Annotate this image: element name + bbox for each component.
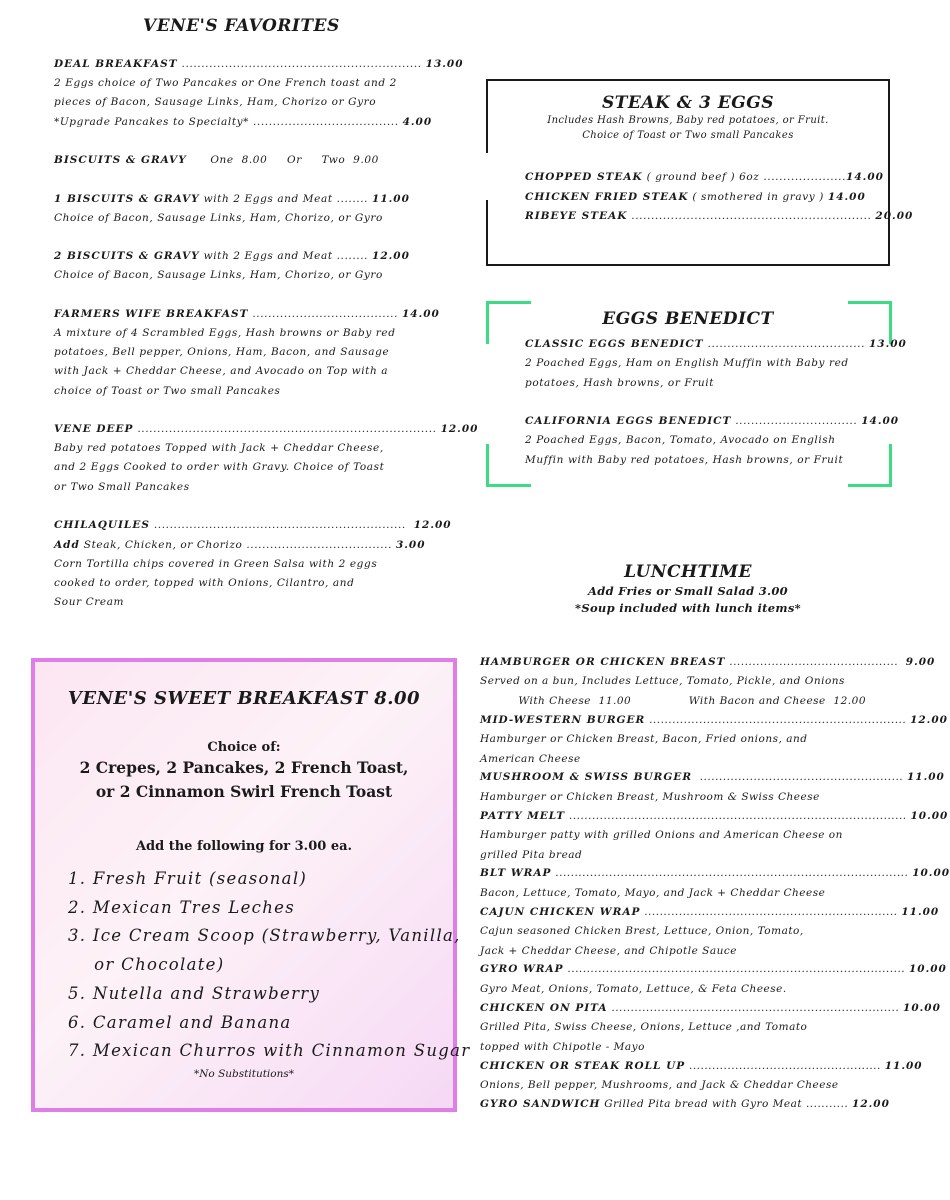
item-text: or Two Small Pancakes	[54, 481, 190, 493]
sweet-addon-item: 6. Caramel and Banana	[68, 1012, 292, 1032]
steak-title: STEAK & 3 EGGS	[601, 93, 775, 113]
menu-item	[54, 305, 440, 324]
menu-item-description	[525, 354, 849, 373]
menu-item-description	[54, 458, 384, 477]
menu-item	[54, 247, 410, 266]
menu-item-description	[54, 439, 384, 458]
item-price: 3.00	[395, 539, 426, 551]
item-text: Corn Tortilla chips covered in Green Salsa with 2 eggs	[54, 558, 378, 570]
item-text: 2 Poached Eggs, Bacon, Tomato, Avocado on English	[525, 434, 836, 446]
item-text: .............................................................	[627, 210, 876, 222]
item-text: with Jack + Cheddar Cheese, and Avocado on Top with a	[54, 365, 389, 377]
menu-item-description	[480, 750, 581, 769]
menu-item-description	[525, 451, 843, 470]
item-text: One 8.00 Or Two 9.00	[186, 154, 379, 166]
menu-item	[480, 903, 939, 922]
sweet-addon-item: 1. Fresh Fruit (seasonal)	[68, 869, 308, 888]
menu-item-description	[480, 942, 737, 961]
steak-subtitle-1: Includes Hash Browns, Baby red potatoes, or Fruit.	[547, 115, 829, 126]
sweet-addon-item: 3. Ice Cream Scoop (Strawberry, Vanilla,	[68, 926, 461, 946]
item-text: Served on a bun, Includes Lettuce, Tomato, Pickle, and Onions	[480, 675, 845, 687]
item-name: 1 BISCUITS & GRAVY	[54, 193, 200, 205]
item-text: choice of Toast or Two small Pancakes	[54, 385, 281, 397]
item-text: ..................................................	[685, 1060, 885, 1072]
item-text: ............................................	[725, 656, 906, 668]
item-name: 2 BISCUITS & GRAVY	[54, 250, 200, 262]
item-text: .............................................................	[177, 58, 426, 70]
item-price: 4.00	[402, 116, 433, 128]
item-text: ................................................................	[149, 519, 414, 531]
sweet-choice-label: Choice of:	[207, 740, 281, 755]
menu-item-description	[480, 1018, 807, 1037]
item-text: .....................................	[248, 308, 402, 320]
menu-item-description	[480, 1076, 839, 1095]
item-text: and 2 Eggs Cooked to order with Gravy. Choice of Toast	[54, 461, 385, 473]
item-price: 13.00	[425, 58, 464, 70]
item-name: Add	[54, 539, 80, 551]
item-name: GYRO WRAP	[480, 963, 564, 975]
item-text: 2 Poached Eggs, Ham on English Muffin with Baby red	[525, 357, 849, 369]
menu-item-description	[54, 93, 376, 112]
item-text: Muffin with Baby red potatoes, Hash browns, or Fruit	[525, 454, 844, 466]
menu-item	[525, 188, 866, 207]
item-text: topped with Chipotle - Mayo	[480, 1041, 645, 1053]
menu-item-description	[480, 846, 582, 865]
item-price: 14.00	[401, 308, 440, 320]
menu-item-description	[480, 884, 825, 903]
item-price: 11.00	[884, 1060, 923, 1072]
item-price: 10.00	[908, 963, 947, 975]
item-name: CALIFORNIA EGGS BENEDICT	[525, 415, 732, 427]
menu-item	[480, 807, 948, 826]
menu-item	[54, 516, 452, 535]
sweet-choice-line-1: 2 Crepes, 2 Pancakes, 2 French Toast,	[79, 758, 409, 777]
item-text: potatoes, Hash browns, or Fruit	[525, 377, 715, 389]
item-text: Jack + Cheddar Cheese, and Chipotle Sauce	[480, 945, 737, 957]
item-name: BISCUITS & GRAVY	[54, 154, 187, 166]
menu-item	[54, 420, 478, 439]
menu-item	[54, 190, 410, 209]
item-name: BLT WRAP	[480, 867, 552, 879]
lunch-title: LUNCHTIME	[624, 562, 752, 582]
menu-item	[525, 335, 907, 354]
menu-item-description	[480, 672, 845, 691]
item-name: HAMBURGER OR CHICKEN BREAST	[480, 656, 726, 668]
item-text: Grilled Pita, Swiss Cheese, Onions, Lettuce ,and Tomato	[480, 1021, 808, 1033]
menu-item	[525, 168, 884, 187]
menu-item	[480, 864, 950, 883]
item-text: Bacon, Lettuce, Tomato, Mayo, and Jack + Cheddar Cheese	[480, 887, 826, 899]
item-price: 11.00	[372, 193, 410, 205]
lunch-subtitle-2: *Soup included with lunch items*	[575, 601, 801, 615]
item-name: CAJUN CHICKEN WRAP	[480, 906, 641, 918]
item-price: 13.00	[868, 338, 907, 350]
menu-item-description	[480, 730, 807, 749]
item-price: 10.00	[903, 1002, 941, 1014]
bracket-bottom-right	[848, 444, 892, 487]
menu-item-description	[480, 788, 820, 807]
menu-item	[480, 1057, 923, 1076]
menu-item	[54, 55, 464, 74]
menu-item	[480, 768, 945, 787]
item-price: 14.00	[861, 415, 900, 427]
menu-item-description	[54, 382, 281, 401]
item-text: ............................................................................	[133, 423, 441, 435]
item-text: ( ground beef ) 6oz .....................	[642, 171, 847, 183]
item-text: American Cheese	[480, 753, 581, 765]
item-text: ...................................................................	[645, 714, 911, 726]
menu-item-description	[54, 574, 354, 593]
sweet-addon-item: 5. Nutella and Strawberry	[68, 983, 321, 1003]
menu-item-description	[480, 1038, 645, 1057]
item-price: 12.00	[413, 519, 452, 531]
item-price: 14.00	[827, 191, 866, 203]
item-name: CHOPPED STEAK	[525, 171, 643, 183]
menu-item-description	[525, 374, 714, 393]
item-name: RIBEYE STEAK	[525, 210, 628, 222]
sweet-addon-item: 7. Mexican Churros with Cinnamon Sugar	[68, 1041, 471, 1061]
menu-item	[480, 653, 935, 672]
item-text: potatoes, Bell pepper, Onions, Ham, Bacon, and Sausage	[54, 346, 390, 358]
menu-item-description	[54, 343, 389, 362]
item-name: GYRO SANDWICH	[480, 1098, 601, 1110]
item-text: Steak, Chicken, or Chorizo .....................................	[79, 539, 396, 551]
menu-item	[480, 711, 948, 730]
item-text: ( smothered in gravy )	[688, 191, 828, 203]
item-price: 12.00	[852, 1098, 890, 1110]
item-text: Gyro Meat, Onions, Tomato, Lettuce, & Feta Cheese.	[480, 983, 787, 995]
sweet-note: *No Substitutions*	[193, 1068, 295, 1080]
item-name: CLASSIC EGGS BENEDICT	[525, 338, 704, 350]
benedict-title: EGGS BENEDICT	[602, 309, 774, 329]
menu-item-description	[54, 113, 432, 132]
menu-item-description	[54, 555, 377, 574]
item-text: Hamburger or Chicken Breast, Bacon, Fried onions, and	[480, 733, 808, 745]
item-price: 11.00	[906, 771, 945, 783]
sweet-addon-item: or Chocolate)	[68, 955, 225, 975]
item-name: MUSHROOM & SWISS BURGER	[480, 771, 693, 783]
item-name: PATTY MELT	[480, 810, 566, 822]
item-text: Hamburger patty with grilled Onions and American Cheese on	[480, 829, 843, 841]
menu-item	[480, 1095, 890, 1114]
sweet-choice-line-2: or 2 Cinnamon Swirl French Toast	[95, 782, 393, 801]
item-price: 10.00	[912, 867, 950, 879]
item-text: Hamburger or Chicken Breast, Mushroom & Swiss Cheese	[480, 791, 820, 803]
menu-item-description	[54, 478, 190, 497]
item-text: Baby red potatoes Topped with Jack + Cheddar Cheese,	[54, 442, 384, 454]
menu-item	[480, 999, 941, 1018]
menu-item-description	[480, 922, 804, 941]
item-name: CHICKEN FRIED STEAK	[525, 191, 689, 203]
menu-item-description	[54, 362, 388, 381]
item-price: 14.00	[846, 171, 884, 183]
item-text: with 2 Eggs and Meat ........	[199, 250, 373, 262]
item-text: ...............................	[731, 415, 862, 427]
menu-item	[54, 151, 379, 170]
item-text: Onions, Bell pepper, Mushrooms, and Jack & Cheddar Cheese	[480, 1079, 839, 1091]
item-text: Sour Cream	[54, 596, 125, 608]
menu-item-description	[480, 826, 843, 845]
menu-item	[525, 412, 899, 431]
item-text: ........................................................................................	[563, 963, 909, 975]
sweet-add-label: Add the following for 3.00 ea.	[135, 839, 353, 854]
steak-box-left-bottom	[486, 200, 488, 264]
menu-item-description	[54, 209, 383, 228]
item-text: .....................................................	[692, 771, 907, 783]
item-name: VENE DEEP	[54, 423, 134, 435]
item-name: MID-WESTERN BURGER	[480, 714, 646, 726]
item-text: Grilled Pita bread with Gyro Meat ...........	[600, 1098, 853, 1110]
sweet-addons-list	[68, 865, 470, 1066]
favorites-title: VENE'S FAVORITES	[143, 16, 340, 36]
item-text: ........................................................................................	[565, 810, 911, 822]
item-text: Choice of Bacon, Sausage Links, Ham, Chorizo, or Gyro	[54, 212, 383, 224]
item-price: 20.00	[875, 210, 914, 222]
menu-item-description	[525, 431, 836, 450]
sweet-addon-item: 2. Mexican Tres Leches	[68, 897, 295, 917]
steak-subtitle-2: Choice of Toast or Two small Pancakes	[582, 130, 794, 141]
menu-item-description	[54, 324, 396, 343]
item-name: CHICKEN ON PITA	[480, 1002, 608, 1014]
item-text: 2 Eggs choice of Two Pancakes or One French toast and 2	[54, 77, 397, 89]
item-price: 9.00	[905, 656, 936, 668]
item-text: ............................................................................................	[551, 867, 913, 879]
item-text: ........................................	[703, 338, 869, 350]
item-price: 11.00	[901, 906, 940, 918]
item-price: 12.00	[910, 714, 948, 726]
menu-item	[480, 960, 947, 979]
item-price: 12.00	[372, 250, 410, 262]
item-name: CHILAQUILES	[54, 519, 150, 531]
item-text: cooked to order, topped with Onions, Cilantro, and	[54, 577, 355, 589]
item-text: grilled Pita bread	[480, 849, 583, 861]
item-text: *Upgrade Pancakes to Specialty* .....................................	[54, 116, 403, 128]
item-name: DEAL BREAKFAST	[54, 58, 178, 70]
item-text: A mixture of 4 Scrambled Eggs, Hash browns or Baby red	[54, 327, 396, 339]
lunch-subtitle-1: Add Fries or Small Salad 3.00	[588, 584, 788, 598]
menu-item-description	[54, 593, 124, 612]
item-name: CHICKEN OR STEAK ROLL UP	[480, 1060, 686, 1072]
menu-item	[54, 536, 426, 555]
menu-item-description	[54, 266, 383, 285]
item-text: ..................................................................	[640, 906, 902, 918]
item-price: 10.00	[910, 810, 949, 822]
menu-item	[525, 207, 913, 226]
item-price: 12.00	[440, 423, 479, 435]
item-text: with 2 Eggs and Meat ........	[199, 193, 373, 205]
item-text: pieces of Bacon, Sausage Links, Ham, Chorizo or Gyro	[54, 96, 377, 108]
item-text: ...........................................................................	[607, 1002, 904, 1014]
item-name: FARMERS WIFE BREAKFAST	[54, 308, 249, 320]
item-text: Choice of Bacon, Sausage Links, Ham, Chorizo, or Gyro	[54, 269, 383, 281]
menu-item-description	[480, 692, 866, 711]
item-text: Cajun seasoned Chicken Brest, Lettuce, Onion, Tomato,	[480, 925, 804, 937]
menu-item-description	[54, 74, 397, 93]
sweet-title: VENE'S SWEET BREAKFAST 8.00	[67, 688, 421, 709]
menu-item-description	[480, 980, 787, 999]
item-text: With Cheese 11.00 With Bacon and Cheese 12.00	[480, 695, 866, 707]
